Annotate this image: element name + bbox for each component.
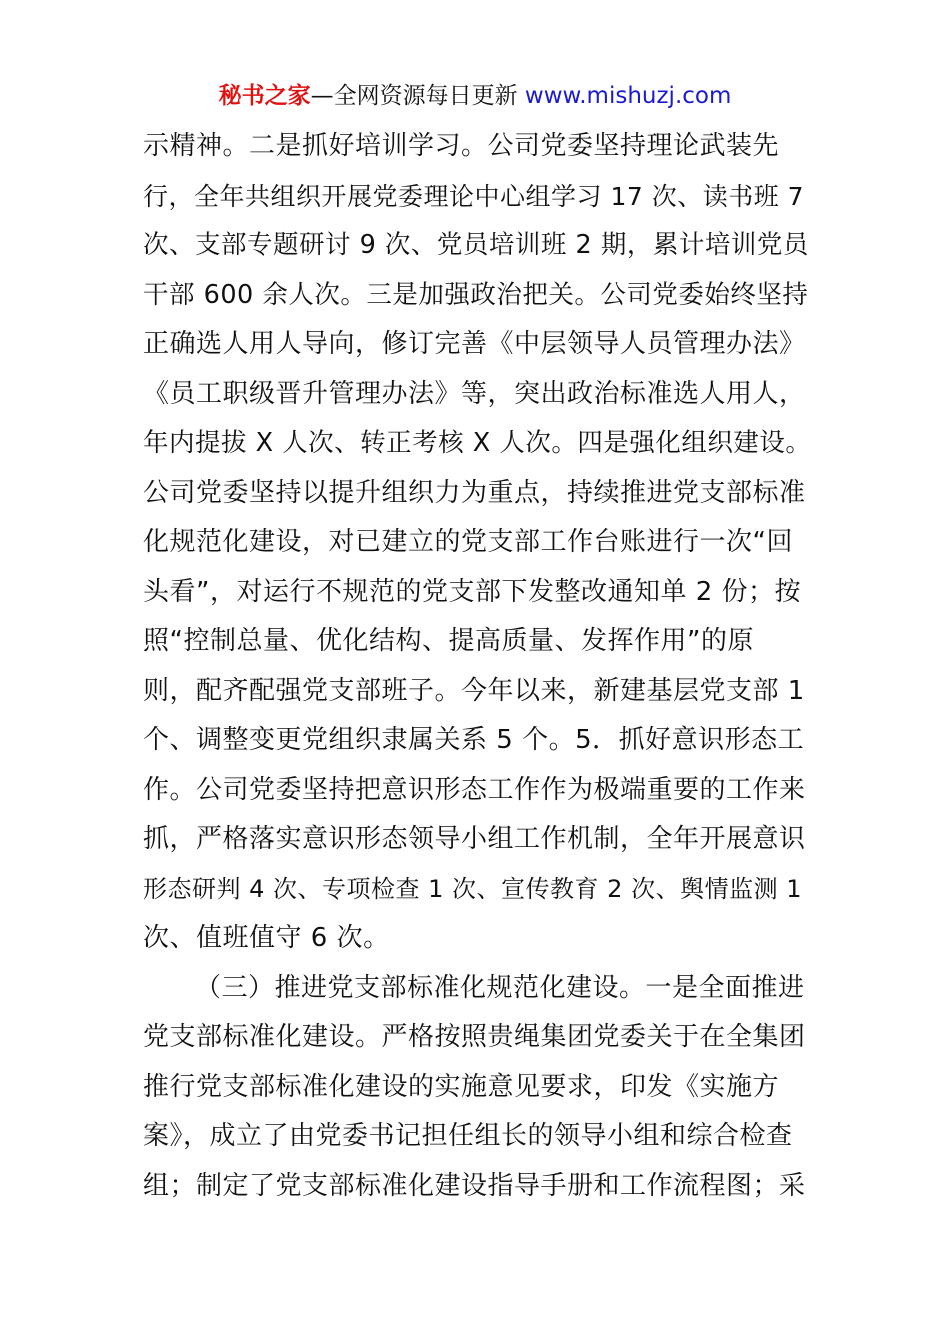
text-line: 次、值班值守 6 次。 — [143, 923, 390, 953]
text-line: 作。公司党委坚持把意识形态工作作为极端重要的工作来 — [143, 774, 806, 805]
text-line: 照“控制总量、优化结构、提高质量、发挥作用”的原 — [143, 626, 754, 656]
text-line: 公司党委坚持以提升组织力为重点，持续推进党支部标准 — [143, 477, 806, 508]
text-line: 个、调整变更党组织隶属关系 5 个。5．抓好意识形态工 — [143, 725, 805, 755]
text-line: 抓，严格落实意识形态领导小组工作机制，全年开展意识 — [143, 824, 806, 854]
document-body — [143, 122, 813, 1211]
text-line: 则，配齐配强党支部班子。今年以来，新建基层党支部 1 — [143, 675, 805, 706]
text-line: 头看”，对运行不规范的党支部下发整改通知单 2 份；按 — [143, 576, 802, 607]
section-heading-line: （三）推进党支部标准化规范化建设。一是全面推进 — [195, 972, 805, 1003]
text-line: 干部 600 余人次。三是加强政治把关。公司党委始终坚持 — [143, 279, 809, 310]
header-url-link[interactable]: www.mishuzj.com — [524, 83, 732, 109]
text-line: 正确选人用人导向，修订完善《中层领导人员管理办法》 — [143, 329, 806, 359]
text-line: 次、支部专题研讨 9 次、党员培训班 2 期，累计培训党员 — [143, 230, 809, 260]
brand-name: 秘书之家 — [218, 83, 311, 109]
text-line: 示精神。二是抓好培训学习。公司党委坚持理论武装先 — [143, 131, 780, 161]
text-line: 形态研判 4 次、专项检查 1 次、宣传教育 2 次、舆情监测 1 — [143, 874, 802, 903]
text-line: 化规范化建设，对已建立的党支部工作台账进行一次“回 — [143, 527, 793, 557]
text-line: 组；制定了党支部标准化建设指导手册和工作流程图；采 — [143, 1170, 806, 1201]
text-line: 行，全年共组织开展党委理论中心组学习 17 次、读书班 7 — [143, 181, 805, 211]
header-tagline: —全网资源每日更新 — [310, 83, 525, 109]
text-line: 《员工职级晋升管理办法》等，突出政治标准选人用人， — [143, 378, 806, 409]
text-line: 案》，成立了由党委书记担任组长的领导小组和综合检查 — [143, 1121, 793, 1151]
text-line: 推行党支部标准化建设的实施意见要求，印发《实施方 — [143, 1071, 780, 1102]
text-line: 党支部标准化建设。严格按照贵绳集团党委关于在全集团 — [143, 1022, 806, 1052]
page-header — [0, 80, 950, 112]
text-line: 年内提拔 X 人次、转正考核 X 人次。四是强化组织建设。 — [143, 428, 812, 458]
